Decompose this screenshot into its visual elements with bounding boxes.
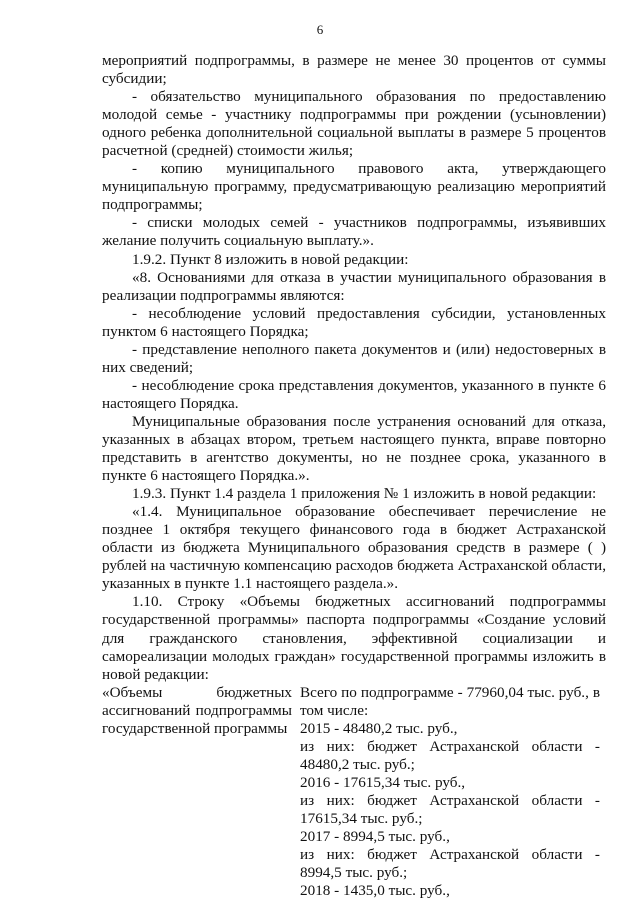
budget-total: Всего по подпрограмме - 77960,04 тыс. руб., в том числе: [300,683,600,719]
budget-2016-regional: из них: бюджет Астраханской области - 17615,34 тыс. руб.; [300,791,600,827]
budget-year-2018: 2018 - 1435,0 тыс. руб., [300,882,450,900]
budget-table-values [300,684,600,901]
paragraph-refusal-grounds: «8. Основаниями для отказа в участии муниципального образования в реализации подпрограммы являются: [102,268,606,304]
page-number: 6 [316,22,324,37]
budget-2017-regional: из них: бюджет Астраханской области - 8994,5 тыс. руб.; [300,846,600,882]
budget-2015-regional: из них: бюджет Астраханской области - 48480,2 тыс. руб.; [300,737,600,773]
paragraph-1-9-3: 1.9.3. Пункт 1.4 раздела 1 приложения № 1 изложить в новой редакции: [132,485,597,503]
paragraph-noncompliance: - несоблюдение условий предоставления субсидии, установленных пунктом 6 настоящего Порядка; [102,304,606,340]
paragraph-1-4: «1.4. Муниципальное образование обеспечивает перечисление не позднее 1 октября текущего финансового года в бюджет Астраханской области из бюджета Муниципального образования средств в размере ( ) рублей на частичную компенсацию расходов бюджета Астраханской области, указанных в пункте 1.1 настоящего раздела.». [102,503,606,593]
budget-year-2016: 2016 - 17615,34 тыс. руб., [300,773,466,791]
budget-table-label: «Объемы бюджетных ассигнований подпрограммы государственной программы [102,683,292,737]
paragraph-continuation: мероприятий подпрограммы, в размере не менее 30 процентов от суммы субсидии; [102,52,606,88]
paragraph-resubmission: Муниципальные образования после устранения оснований для отказа, указанных в абзацах втором, третьем настоящего пункта, вправе повторно представить в агентство документы, но не позднее срока, указанного в пункте 6 настоящего Порядка.». [102,412,606,485]
paragraph-incomplete-documents: - представление неполного пакета документов и (или) недостоверных в них сведений; [102,340,606,376]
paragraph-deadline-violation: - несоблюдение срока представления документов, указанного в пункте 6 настоящего Порядка. [102,376,606,412]
paragraph-1-10: 1.10. Строку «Объемы бюджетных ассигнований подпрограммы государственной программы» паспорта подпрограммы «Создание условий для гражданского становления, эффективной социализации и самореализации молодых граждан» государственной программы изложить в новой редакции: [102,593,606,683]
budget-year-2017: 2017 - 8994,5 тыс. руб., [300,828,450,846]
paragraph-legal-act-copy: - копию муниципального правового акта, утверждающего муниципальную программу, предусматривающую реализацию мероприятий подпрограммы; [102,160,606,214]
document-body [102,52,606,900]
paragraph-family-lists: - списки молодых семей - участников подпрограммы, изъявивших желание получить социальную выплату.». [102,214,606,250]
budget-year-2015: 2015 - 48480,2 тыс. руб., [300,719,458,737]
paragraph-obligation: - обязательство муниципального образования по предоставлению молодой семье - участнику подпрограммы при рождении (усыновлении) одного ребенка дополнительной социальной выплаты в размере 5 процентов расчетной (средней) стоимости жилья; [102,88,606,160]
budget-allocation-table [102,684,606,901]
paragraph-1-9-2: 1.9.2. Пункт 8 изложить в новой редакции: [132,250,409,268]
